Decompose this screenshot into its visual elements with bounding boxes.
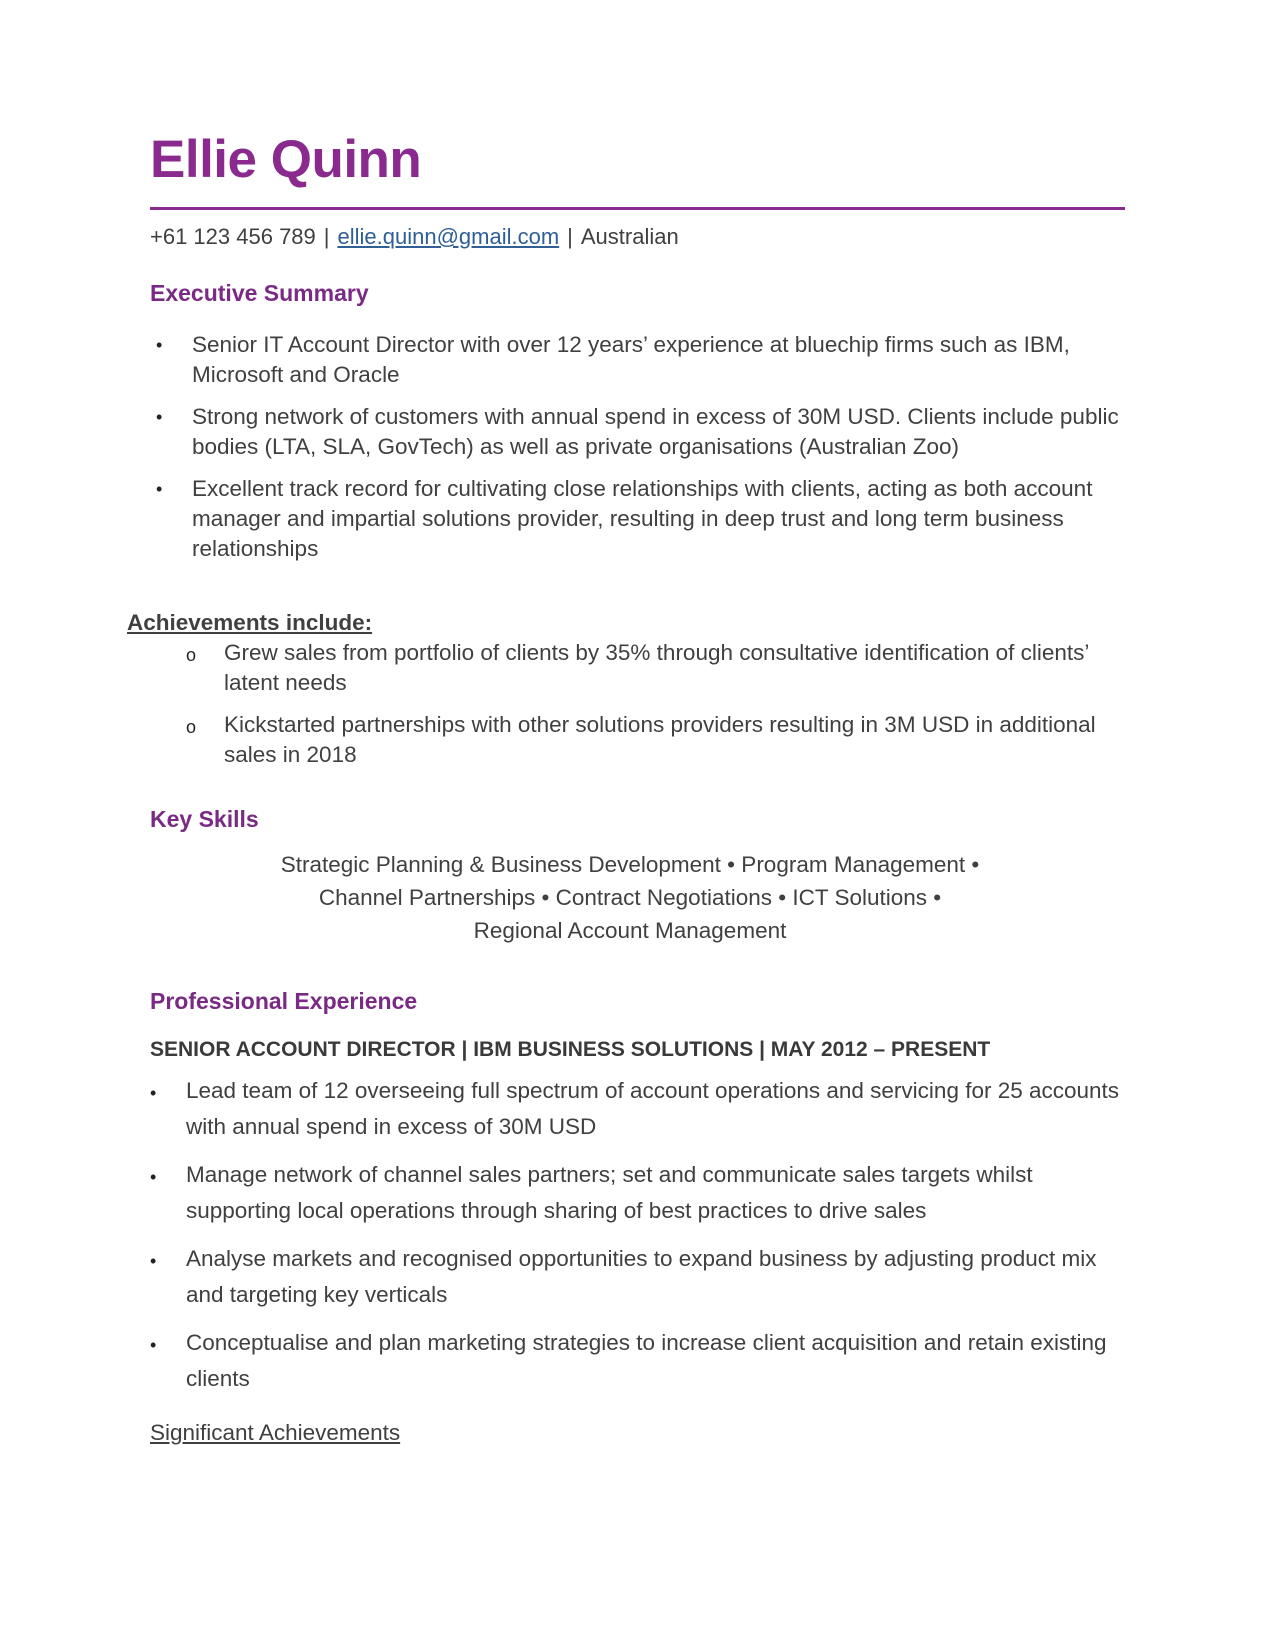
list-item — [186, 638, 1124, 698]
bullet-icon: • — [150, 1335, 157, 1355]
professional-experience-heading: Professional Experience — [150, 988, 418, 1014]
skills-line: Strategic Planning & Business Development • Program Management • — [280, 852, 980, 877]
phone-number: +61 123 456 789 — [150, 224, 316, 249]
list-item-text: Strong network of customers with annual spend in excess of 30M USD. Clients include public bodies (LTA, SLA, GovTech) as well as private organisations (Australian Zoo) — [192, 404, 1119, 459]
list-item — [150, 1157, 1126, 1229]
job-title: SENIOR ACCOUNT DIRECTOR | IBM BUSINESS SOLUTIONS | MAY 2012 – PRESENT — [150, 1038, 991, 1061]
list-item — [156, 402, 1122, 462]
bullet-icon: • — [156, 479, 163, 499]
list-item — [186, 710, 1124, 770]
list-item-text: Senior IT Account Director with over 12 years’ experience at bluechip firms such as IBM, Microsoft and Oracle — [192, 332, 1070, 387]
separator: | — [323, 224, 330, 249]
candidate-name: Ellie Quinn — [150, 130, 422, 189]
list-item-text: Excellent track record for cultivating close relationships with clients, acting as both account manager and impartial solutions provider, resulting in deep trust and long term business relationships — [192, 476, 1093, 561]
key-skills-block — [150, 848, 1110, 947]
name-divider — [150, 207, 1125, 210]
list-item-text: Conceptualise and plan marketing strategies to increase client acquisition and retain existing clients — [186, 1330, 1107, 1391]
skills-line: Channel Partnerships • Contract Negotiations • ICT Solutions • — [318, 885, 942, 910]
list-item — [150, 1073, 1126, 1145]
circle-bullet-icon: o — [186, 717, 197, 737]
bullet-icon: • — [156, 335, 163, 355]
list-item — [156, 330, 1122, 390]
list-item-text: Lead team of 12 overseeing full spectrum of account operations and servicing for 25 accounts with annual spend in excess of 30M USD — [186, 1078, 1120, 1139]
bullet-icon: • — [150, 1167, 157, 1187]
executive-summary-list — [156, 330, 1122, 576]
list-item-text: Grew sales from portfolio of clients by 35% through consultative identification of clients’ latent needs — [224, 640, 1089, 695]
contact-line — [150, 224, 679, 250]
bullet-icon: • — [150, 1083, 157, 1103]
email-link[interactable]: ellie.quinn@gmail.com — [337, 224, 560, 249]
nationality: Australian — [580, 224, 679, 249]
list-item-text: Kickstarted partnerships with other solutions providers resulting in 3M USD in additional sales in 2018 — [224, 712, 1096, 767]
circle-bullet-icon: o — [186, 645, 197, 665]
list-item — [150, 1325, 1126, 1397]
significant-achievements-heading: Significant Achievements — [150, 1420, 401, 1445]
list-item-text: Manage network of channel sales partners; set and communicate sales targets whilst supporting local operations through sharing of best practices to drive sales — [186, 1162, 1033, 1223]
list-item-text: Analyse markets and recognised opportunities to expand business by adjusting product mix and targeting key verticals — [186, 1246, 1097, 1307]
achievements-heading: Achievements include: — [127, 610, 373, 635]
list-item — [156, 474, 1122, 564]
experience-list — [150, 1073, 1126, 1409]
separator: | — [567, 224, 573, 249]
bullet-icon: • — [150, 1251, 157, 1271]
achievements-list — [186, 638, 1124, 782]
bullet-icon: • — [156, 407, 163, 427]
executive-summary-heading: Executive Summary — [150, 280, 369, 306]
list-item — [150, 1241, 1126, 1313]
skills-line: Regional Account Management — [473, 918, 787, 943]
key-skills-heading: Key Skills — [150, 806, 259, 832]
